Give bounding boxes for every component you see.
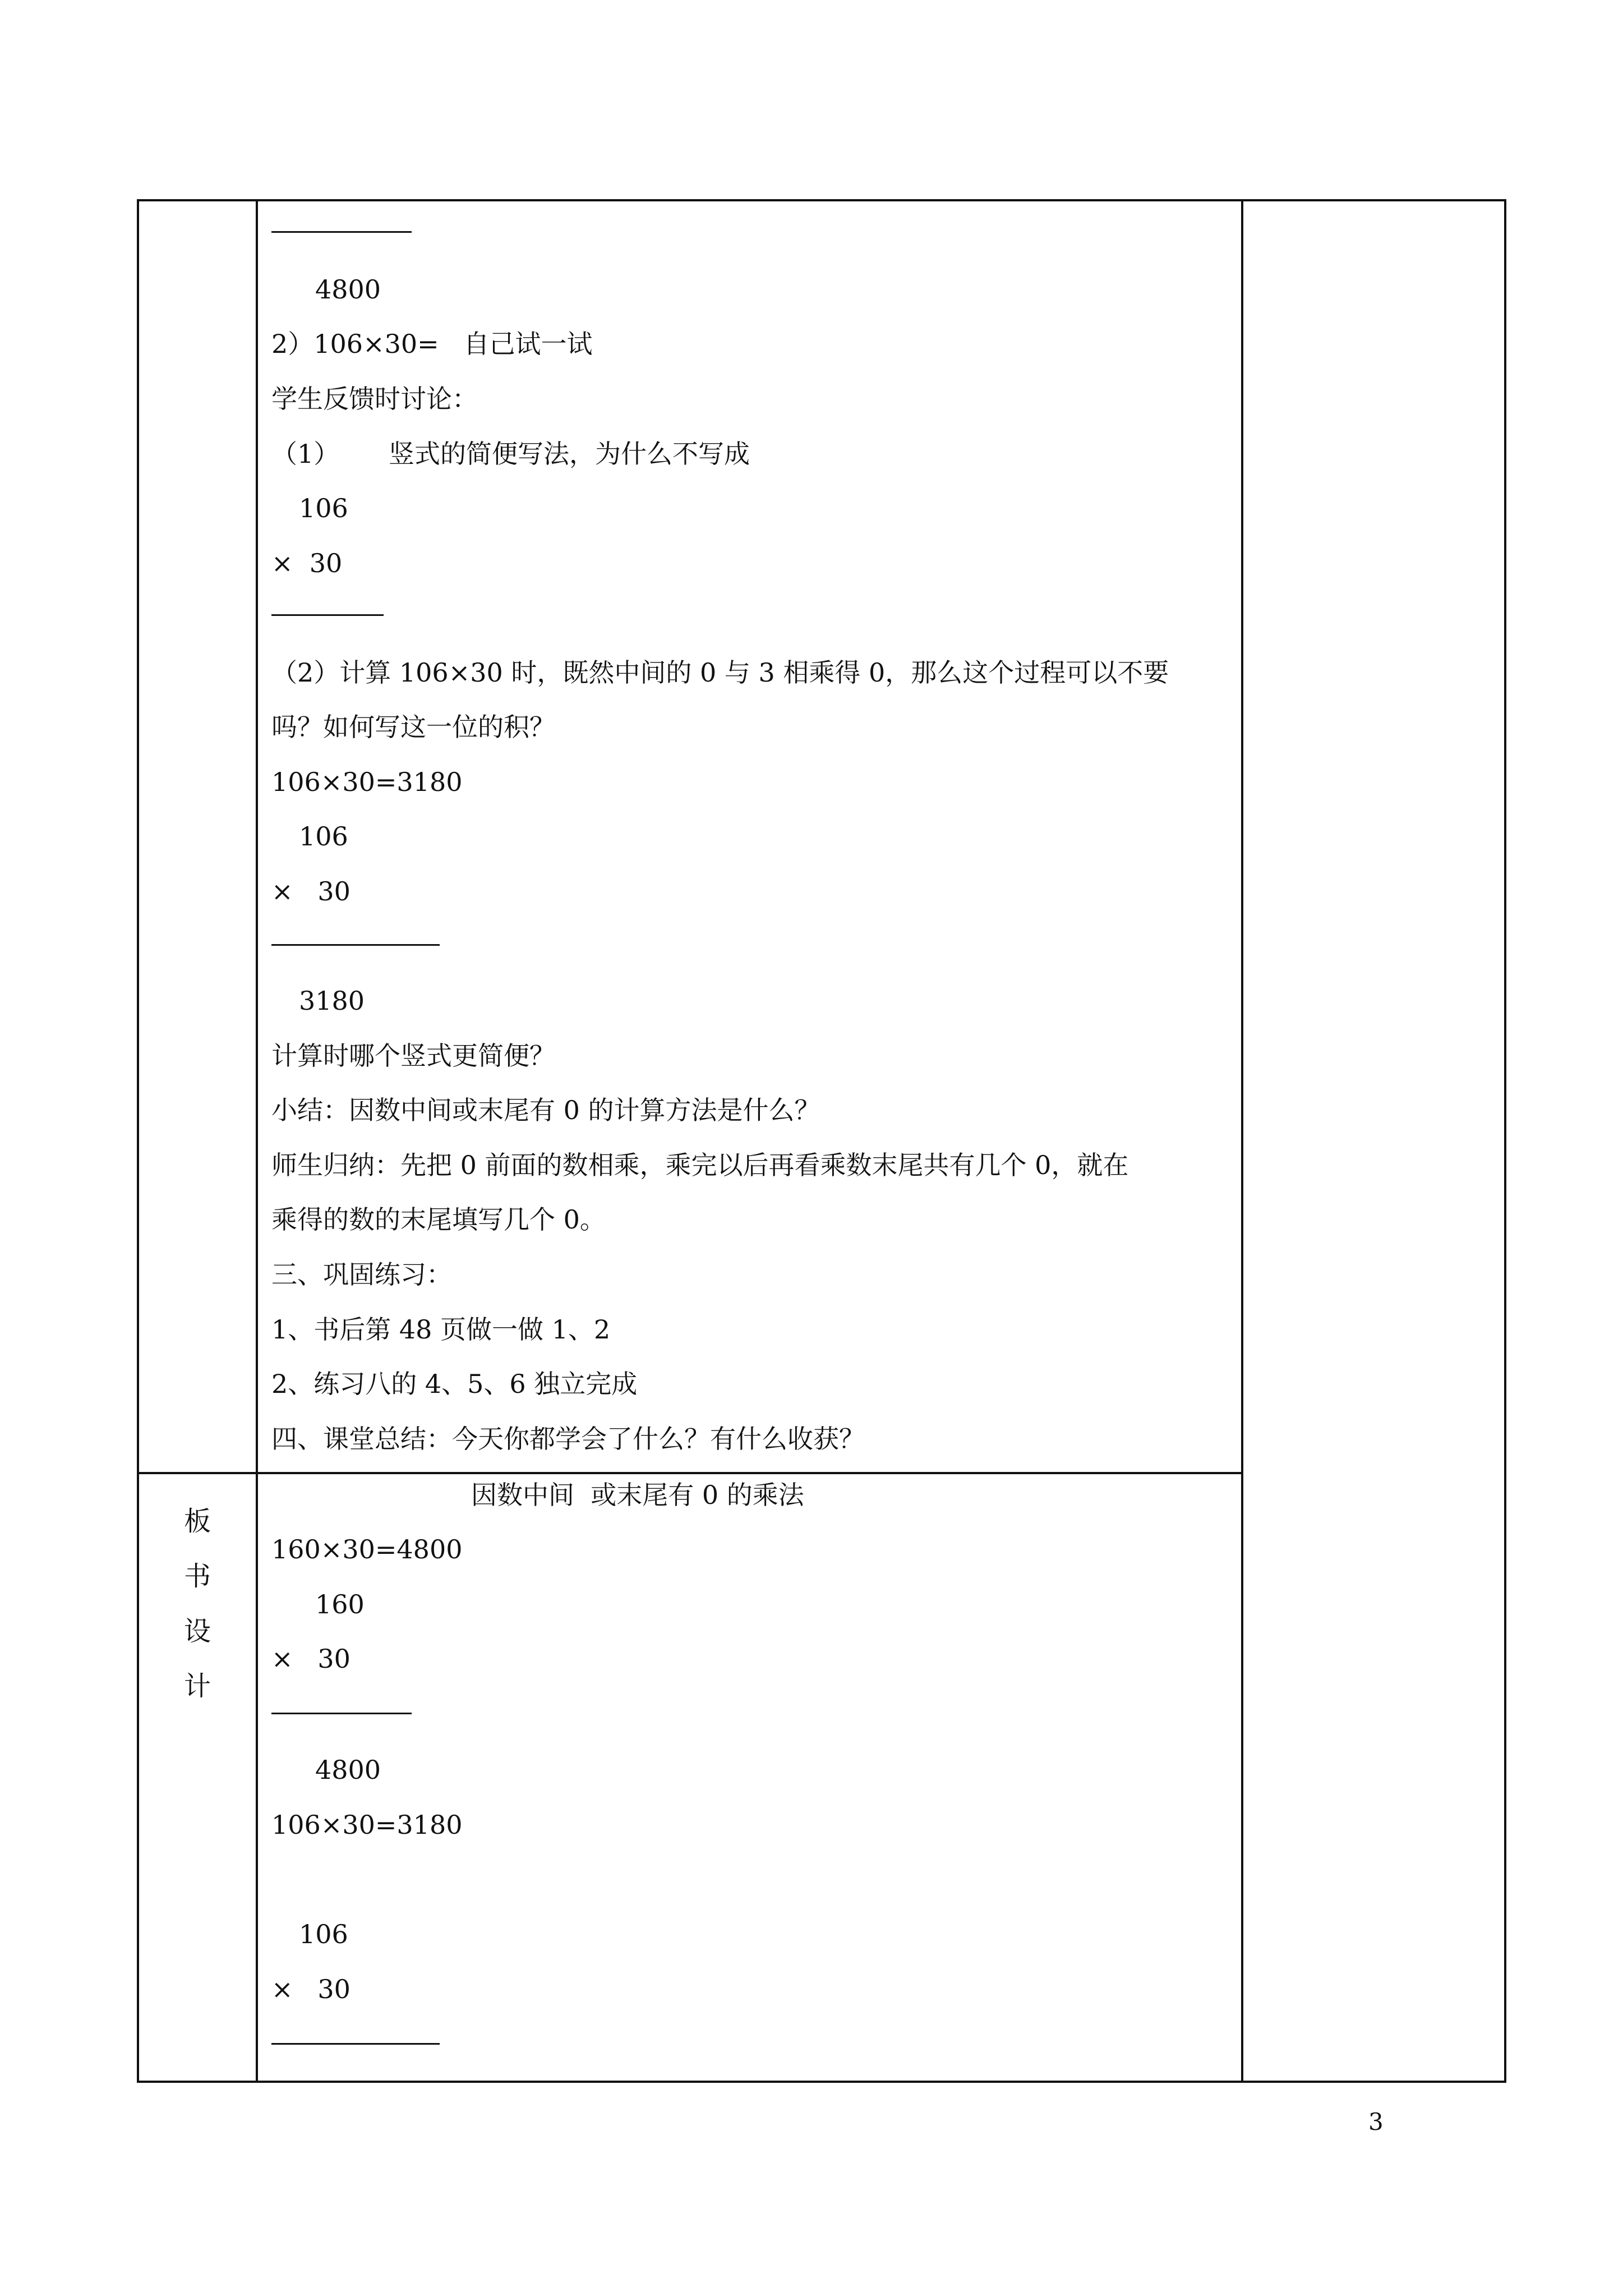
text-line: 3180 — [299, 986, 365, 1016]
text-line: × 30 — [271, 1974, 351, 2004]
text-line: 1、书后第 48 页做一做 1、2 — [271, 1314, 611, 1345]
text-line: 乘得的数的末尾填写几个 0。 — [271, 1204, 606, 1235]
text-line: 吗？如何写这一位的积？ — [271, 712, 555, 742]
text-line: 小结：因数中间或末尾有 0 的计算方法是什么？ — [271, 1095, 820, 1125]
board-label-char: 计 — [183, 1671, 211, 1702]
column-divider-right — [1241, 201, 1243, 2081]
text-line: 计算时哪个竖式更简便？ — [271, 1041, 555, 1071]
text-line: 学生反馈时讨论： — [271, 384, 478, 414]
board-label-char: 设 — [183, 1616, 211, 1647]
division-rule — [271, 231, 412, 233]
text-line: 四、课堂总结：今天你都学会了什么？有什么收获？ — [271, 1424, 865, 1454]
division-rule — [271, 614, 384, 616]
division-rule — [271, 2043, 440, 2045]
board-label-char: 书 — [183, 1561, 211, 1592]
text-line: （1） 竖式的简便写法，为什么不写成 — [271, 439, 750, 469]
page-number: 3 — [1368, 2108, 1384, 2136]
board-label-char: 板 — [183, 1506, 211, 1537]
text-line: （2）计算 106×30 时，既然中间的 0 与 3 相乘得 0，那么这个过程可以不要 — [271, 657, 1169, 688]
lesson-table — [137, 199, 1506, 2083]
text-line: 106 — [299, 821, 348, 852]
text-line: × 30 — [271, 548, 343, 578]
text-line: × 30 — [271, 876, 351, 907]
text-line: 106 — [299, 493, 348, 523]
text-line: 106×30=3180 — [271, 1810, 463, 1840]
division-rule — [271, 944, 440, 946]
text-line: 106×30=3180 — [271, 767, 463, 797]
text-line: 160 — [315, 1589, 365, 1619]
board-title: 因数中间 或末尾有 0 的乘法 — [471, 1480, 804, 1510]
text-line: 2、练习八的 4、5、6 独立完成 — [271, 1369, 638, 1399]
column-divider-left — [256, 201, 258, 2081]
text-line: 三、巩固练习： — [271, 1259, 452, 1290]
text-line: 师生归纳：先把 0 前面的数相乘，乘完以后再看乘数末尾共有几个 0，就在 — [271, 1150, 1129, 1180]
board-design-label-cell — [139, 1472, 256, 2085]
text-line: 4800 — [315, 1755, 381, 1785]
text-line: 106 — [299, 1919, 348, 1949]
row-divider — [139, 1472, 1241, 1474]
text-line: 4800 — [315, 274, 381, 305]
text-line: 160×30=4800 — [271, 1534, 463, 1565]
text-line: × 30 — [271, 1644, 351, 1674]
text-line: 2）106×30= 自己试一试 — [271, 329, 593, 359]
division-rule — [271, 1713, 412, 1714]
